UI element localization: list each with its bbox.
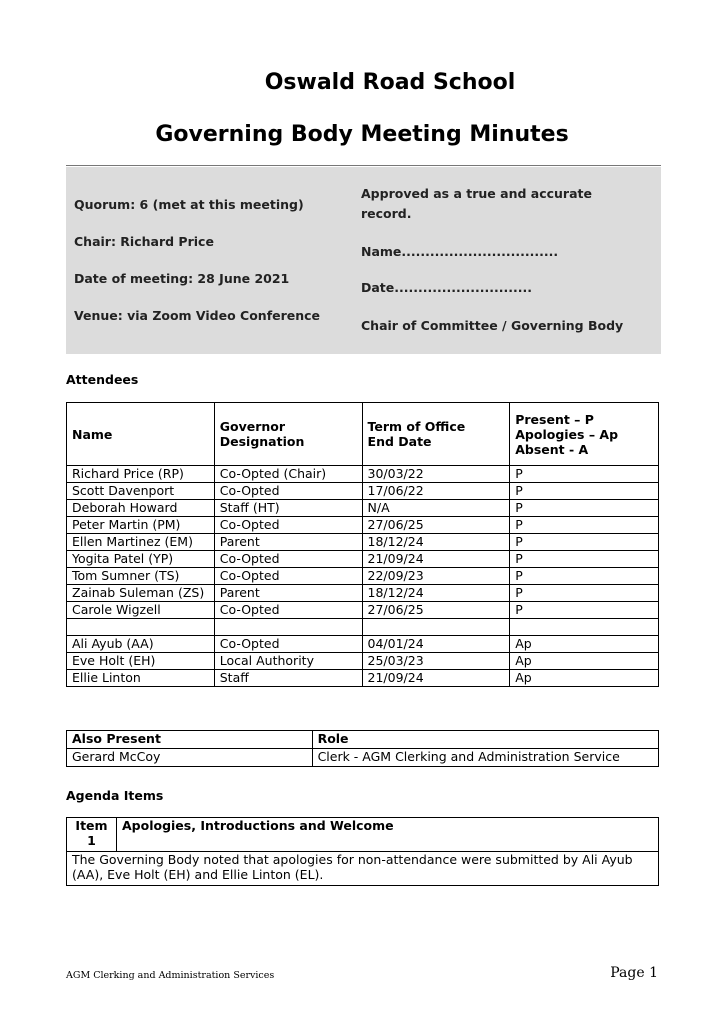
attendee-row — [67, 500, 659, 517]
attendee-name: Deborah Howard — [67, 500, 215, 517]
attendee-status: Ap — [510, 636, 659, 653]
attendee-term-end: 22/09/23 — [362, 568, 510, 585]
attendee-designation: Parent — [214, 534, 362, 551]
attendee-name: Ellie Linton — [67, 670, 215, 687]
attendee-row — [67, 517, 659, 534]
attendee-status: Ap — [510, 670, 659, 687]
attendee-status: P — [510, 500, 659, 517]
page-title: Governing Body Meeting Minutes — [155, 122, 569, 147]
also-present-name: Gerard McCoy — [67, 749, 313, 767]
attendee-designation: Co-Opted — [214, 483, 362, 500]
attendee-designation: Co-Opted — [214, 551, 362, 568]
attendee-status: P — [510, 585, 659, 602]
page-number: Page 1 — [610, 965, 658, 981]
attendee-term-end: 30/03/22 — [362, 466, 510, 483]
approved-line-1: Approved as a true and accurate — [361, 186, 592, 201]
attendee-row — [67, 483, 659, 500]
attendee-status: P — [510, 483, 659, 500]
attendee-row — [67, 568, 659, 585]
role-header: Role — [312, 731, 658, 749]
attendee-row — [67, 551, 659, 568]
agenda-item-number: Item 1 — [67, 818, 117, 852]
col-term-header: Term of Office End Date — [362, 403, 510, 466]
attendee-name: Ali Ayub (AA) — [67, 636, 215, 653]
also-present-table — [66, 730, 659, 767]
attendee-row — [67, 466, 659, 483]
attendee-term-end: 18/12/24 — [362, 534, 510, 551]
attendee-name: Zainab Suleman (ZS) — [67, 585, 215, 602]
footer-organisation: AGM Clerking and Administration Services — [66, 970, 275, 981]
attendee-term-end: 25/03/23 — [362, 653, 510, 670]
attendee-term-end — [362, 619, 510, 636]
date-signature-line: Date............................. — [361, 280, 532, 295]
attendee-designation: Co-Opted — [214, 568, 362, 585]
name-signature-line: Name................................. — [361, 244, 559, 259]
attendee-name: Eve Holt (EH) — [67, 653, 215, 670]
attendee-row — [67, 653, 659, 670]
quorum-text: Quorum: 6 (met at this meeting) — [74, 197, 304, 212]
col-designation-header: Governor Designation — [214, 403, 362, 466]
venue-text: Venue: via Zoom Video Conference — [74, 308, 321, 323]
attendee-term-end: 18/12/24 — [362, 585, 510, 602]
attendee-term-end: 21/09/24 — [362, 670, 510, 687]
attendee-status: P — [510, 534, 659, 551]
attendee-designation: Co-Opted — [214, 517, 362, 534]
col-name-header: Name — [67, 403, 215, 466]
attendee-status: P — [510, 602, 659, 619]
attendee-row — [67, 670, 659, 687]
attendee-designation: Staff (HT) — [214, 500, 362, 517]
attendee-designation: Co-Opted (Chair) — [214, 466, 362, 483]
meeting-info-box — [66, 167, 661, 354]
attendee-name: Peter Martin (PM) — [67, 517, 215, 534]
agenda-heading: Agenda Items — [66, 788, 164, 803]
attendee-designation: Local Authority — [214, 653, 362, 670]
agenda-item-title: Apologies, Introductions and Welcome — [116, 818, 658, 852]
also-present-role: Clerk - AGM Clerking and Administration Service — [312, 749, 658, 767]
attendee-term-end: 17/06/22 — [362, 483, 510, 500]
attendee-status: P — [510, 466, 659, 483]
attendee-status: P — [510, 517, 659, 534]
attendees-table — [66, 402, 659, 687]
attendee-status: P — [510, 551, 659, 568]
attendee-row — [67, 602, 659, 619]
attendee-name: Yogita Patel (YP) — [67, 551, 215, 568]
attendees-heading: Attendees — [66, 372, 139, 387]
attendee-name: Scott Davenport — [67, 483, 215, 500]
attendee-row — [67, 619, 659, 636]
attendee-name: Carole Wigzell — [67, 602, 215, 619]
chair-of-committee-text: Chair of Committee / Governing Body — [361, 318, 624, 333]
attendee-status: P — [510, 568, 659, 585]
school-name: Oswald Road School — [264, 70, 516, 95]
attendee-name — [67, 619, 215, 636]
meeting-date-text: Date of meeting: 28 June 2021 — [74, 271, 290, 286]
attendee-name: Tom Sumner (TS) — [67, 568, 215, 585]
chair-text: Chair: Richard Price — [74, 234, 214, 249]
attendee-status — [510, 619, 659, 636]
attendee-term-end: 21/09/24 — [362, 551, 510, 568]
attendee-name: Ellen Martinez (EM) — [67, 534, 215, 551]
attendee-term-end: 27/06/25 — [362, 602, 510, 619]
attendee-row — [67, 585, 659, 602]
agenda-table — [66, 817, 659, 886]
attendee-row — [67, 636, 659, 653]
attendee-designation: Parent — [214, 585, 362, 602]
attendee-designation — [214, 619, 362, 636]
also-present-header: Also Present — [67, 731, 313, 749]
agenda-item-text: The Governing Body noted that apologies for non-attendance were submitted by Ali Ayub (AA), Eve Holt (EH) and Ellie Linton (EL). — [67, 852, 659, 886]
attendee-status: Ap — [510, 653, 659, 670]
col-status-header: Present – P Apologies – Ap Absent - A — [510, 403, 659, 466]
attendee-designation: Co-Opted — [214, 636, 362, 653]
attendee-designation: Co-Opted — [214, 602, 362, 619]
attendee-designation: Staff — [214, 670, 362, 687]
attendee-term-end: 27/06/25 — [362, 517, 510, 534]
attendee-term-end: N/A — [362, 500, 510, 517]
attendee-row — [67, 534, 659, 551]
attendee-name: Richard Price (RP) — [67, 466, 215, 483]
approved-line-2: record. — [361, 206, 412, 221]
attendee-term-end: 04/01/24 — [362, 636, 510, 653]
title-divider — [66, 165, 661, 166]
